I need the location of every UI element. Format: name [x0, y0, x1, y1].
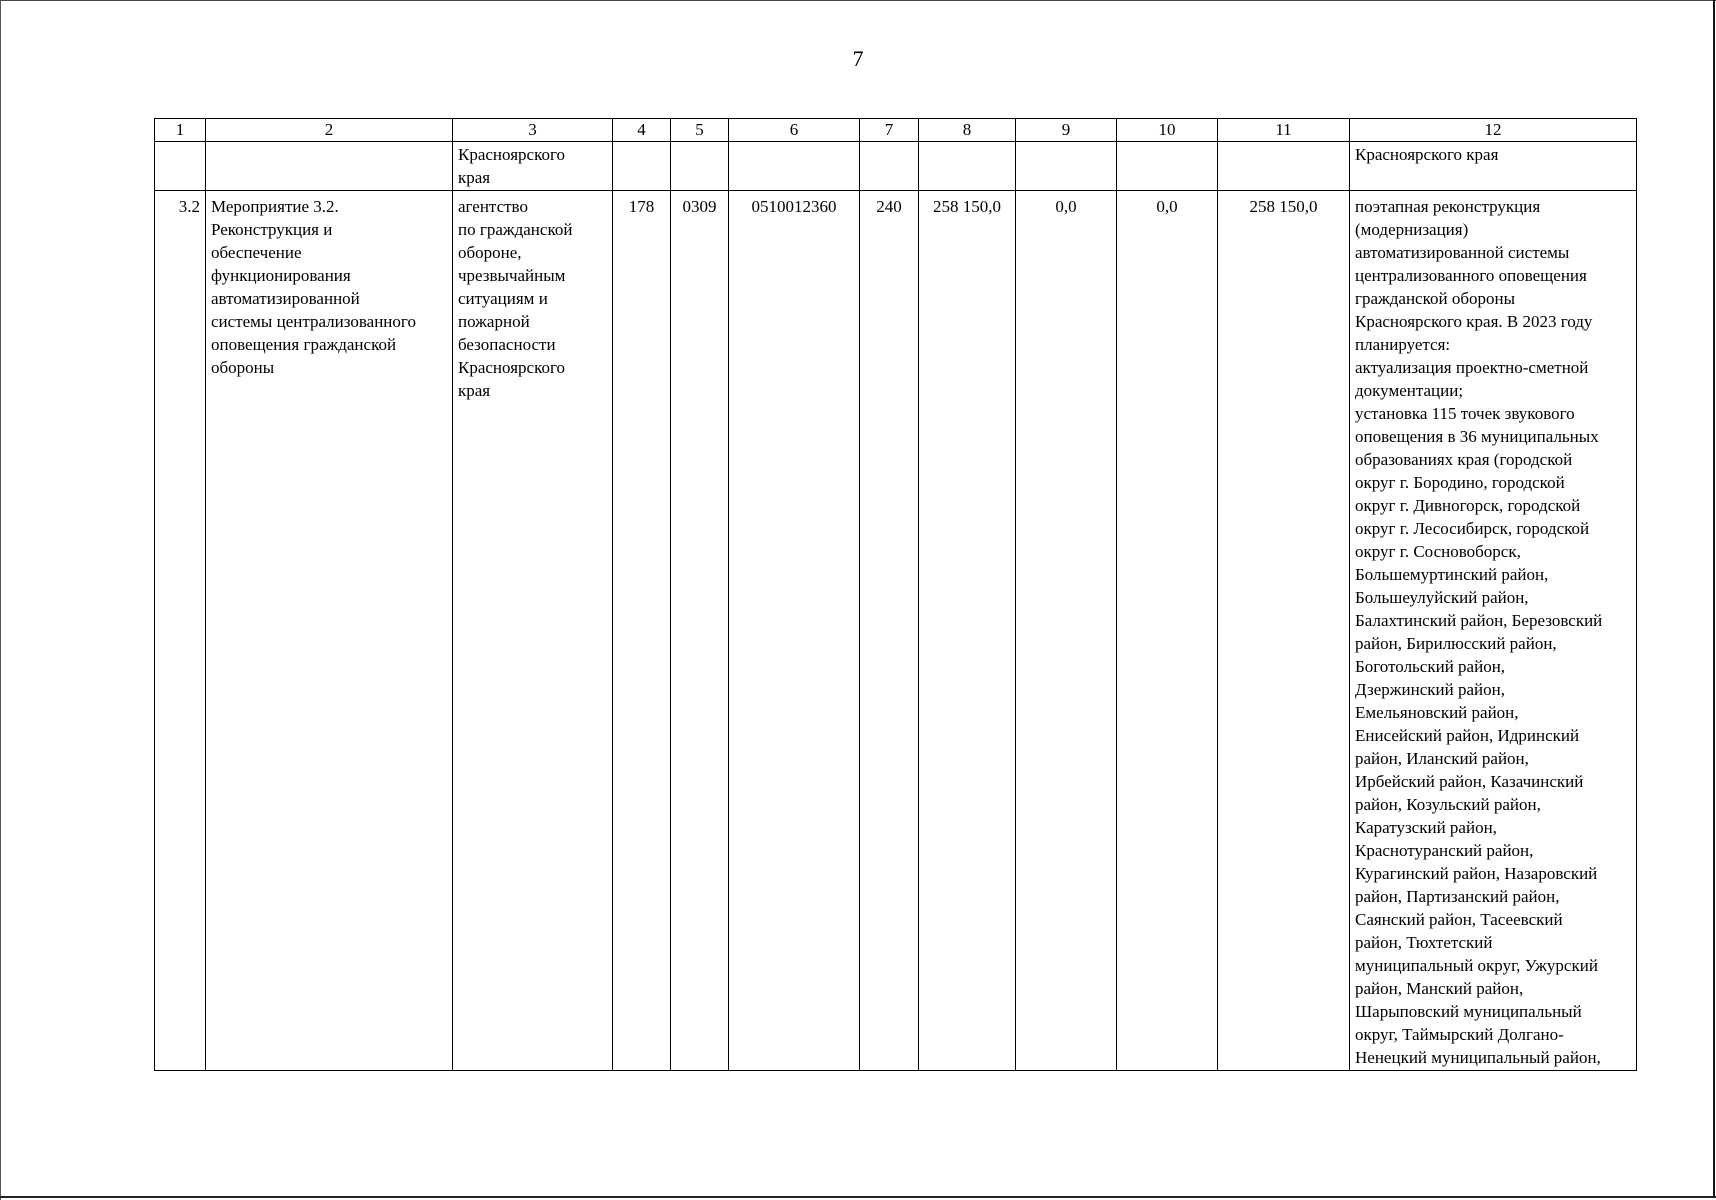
cont-agency: Красноярского края — [453, 142, 613, 191]
header-cell-6: 6 — [729, 119, 860, 142]
grbs-code: 178 — [613, 191, 671, 1071]
measures-table — [154, 118, 1637, 1071]
cont-cell-11 — [1218, 142, 1350, 191]
measure-name: Мероприятие 3.2. Реконструкция и обеспечение функционирования автоматизированной системы централизованного оповещения гражданской обороны — [206, 191, 453, 1071]
header-cell-2: 2 — [206, 119, 453, 142]
header-cell-5: 5 — [671, 119, 729, 142]
cont-cell-10 — [1117, 142, 1218, 191]
amount-col-8: 258 150,0 — [919, 191, 1016, 1071]
responsible-agency: агентство по гражданской обороне, чрезвычайным ситуациям и пожарной безопасности Красноярского края — [453, 191, 613, 1071]
header-cell-1: 1 — [155, 119, 206, 142]
header-cell-10: 10 — [1117, 119, 1218, 142]
header-cell-12: 12 — [1350, 119, 1637, 142]
header-cell-9: 9 — [1016, 119, 1117, 142]
scan-edge-bottom — [0, 1196, 1716, 1198]
cont-cell-9 — [1016, 142, 1117, 191]
csr-code: 0510012360 — [729, 191, 860, 1071]
header-cell-8: 8 — [919, 119, 1016, 142]
continuation-row — [155, 142, 1637, 191]
header-cell-11: 11 — [1218, 119, 1350, 142]
cont-cell-5 — [671, 142, 729, 191]
vr-code: 240 — [860, 191, 919, 1071]
rzpr-code: 0309 — [671, 191, 729, 1071]
amount-col-9: 0,0 — [1016, 191, 1117, 1071]
header-cell-7: 7 — [860, 119, 919, 142]
cont-cell-6 — [729, 142, 860, 191]
cont-cell-2 — [206, 142, 453, 191]
expected-result: поэтапная реконструкция (модернизация) автоматизированной системы централизованного оповещения гражданской обороны Красноярского края. В 2023 году планируется: актуализация проектно-сметной документации; установка 115 точек звукового оповещения в 36 муниципальных образованиях края (городской округ г. Бородино, городской округ г. Дивногорск, городской округ г. Лесосибирск, городской округ г. Сосновоборск, Большемуртинский район, Большеулуйский район, Балахтинский район, Березовский район, Бирилюсский район, Боготольский район, Дзержинский район, Емельяновский район, Енисейский район, Идринский район, Иланский район, Ирбейский район, Казачинский район, Козульский район, Каратузский район, Краснотуранский район, Курагинский район, Назаровский район, Партизанский район, Саянский район, Тасеевский район, Тюхтетский муниципальный округ, Ужурский район, Манский район, Шарыповский муниципальный округ, Таймырский Долгано- Ненецкий муниципальный район, — [1350, 191, 1637, 1071]
page-number: 7 — [852, 46, 864, 71]
header-row — [155, 119, 1637, 142]
header-cell-3: 3 — [453, 119, 613, 142]
cont-cell-7 — [860, 142, 919, 191]
cont-result: Красноярского края — [1350, 142, 1637, 191]
row-number: 3.2 — [155, 191, 206, 1071]
scan-edge-right — [1713, 0, 1715, 1196]
cont-cell-8 — [919, 142, 1016, 191]
scan-edge-top — [0, 0, 1716, 1]
scan-edge-left — [0, 0, 1, 1200]
amount-col-10: 0,0 — [1117, 191, 1218, 1071]
amount-total: 258 150,0 — [1218, 191, 1350, 1071]
cont-cell-4 — [613, 142, 671, 191]
measure-row-3-2 — [155, 191, 1637, 1071]
header-cell-4: 4 — [613, 119, 671, 142]
cont-cell-1 — [155, 142, 206, 191]
